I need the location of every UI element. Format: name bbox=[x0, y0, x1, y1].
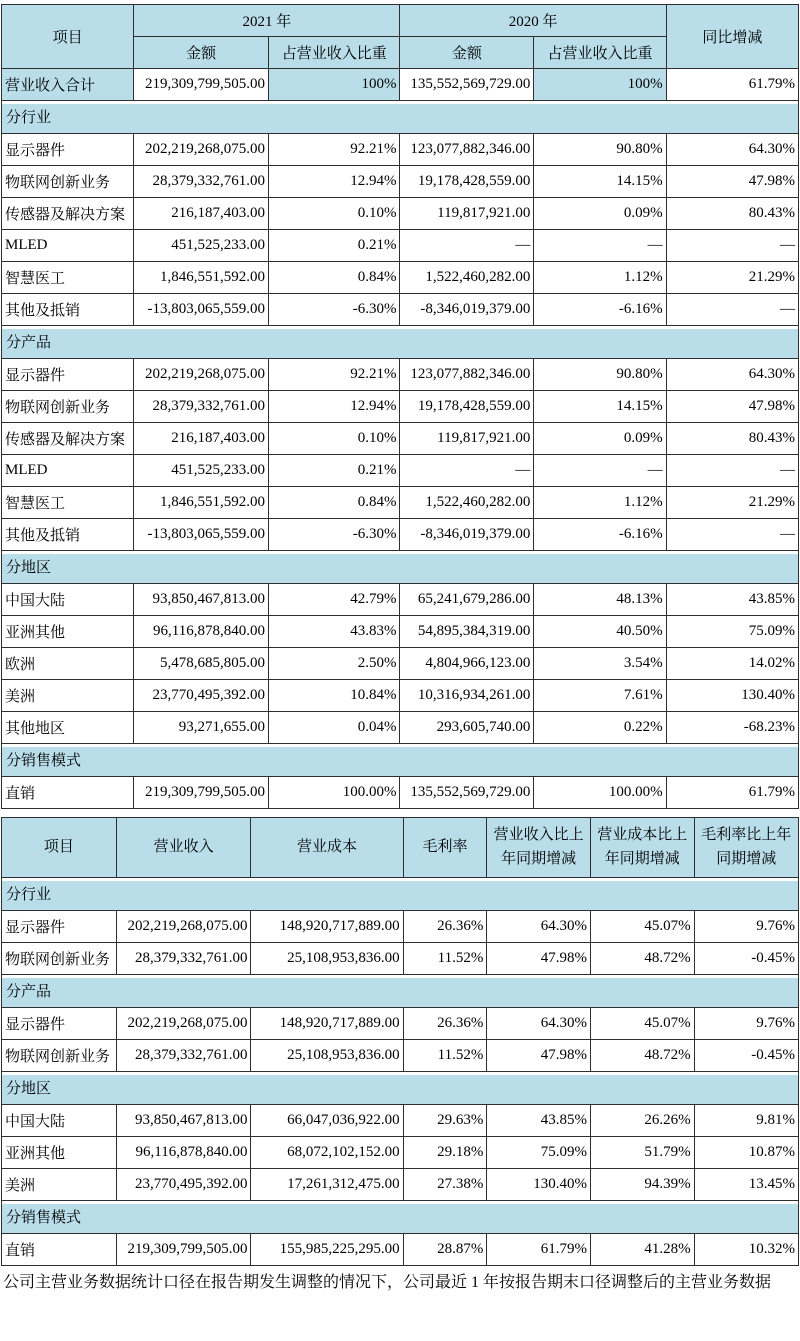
row-label-cell: 中国大陆 bbox=[2, 584, 134, 616]
value-cell: 93,271,655.00 bbox=[134, 712, 269, 744]
value-cell: 66,047,036,922.00 bbox=[251, 1105, 403, 1137]
row-label-cell: 欧洲 bbox=[2, 648, 134, 680]
row-label-cell: 物联网创新业务 bbox=[2, 166, 134, 198]
value-cell: 94.39% bbox=[590, 1169, 694, 1201]
value-cell: — bbox=[400, 455, 534, 487]
value-cell: 64.30% bbox=[487, 1008, 591, 1040]
section-row bbox=[2, 1201, 799, 1234]
value-cell: — bbox=[666, 294, 798, 326]
value-cell: 25,108,953,836.00 bbox=[251, 1040, 403, 1072]
value-cell: 100.00% bbox=[534, 777, 666, 809]
table-row bbox=[2, 1234, 799, 1266]
value-cell: -68.23% bbox=[666, 712, 798, 744]
table-row bbox=[2, 359, 799, 391]
table-row bbox=[2, 230, 799, 262]
value-cell: 100% bbox=[268, 69, 400, 101]
value-cell: 135,552,569,729.00 bbox=[400, 777, 534, 809]
value-cell: 451,525,233.00 bbox=[134, 455, 269, 487]
value-cell: 0.21% bbox=[268, 455, 400, 487]
section-cell bbox=[2, 1201, 799, 1234]
row-label-cell: 传感器及解决方案 bbox=[2, 198, 134, 230]
value-cell: 68,072,102,152.00 bbox=[251, 1137, 403, 1169]
value-cell: 202,219,268,075.00 bbox=[116, 911, 251, 943]
value-cell: 148,920,717,889.00 bbox=[251, 911, 403, 943]
value-cell: 28,379,332,761.00 bbox=[116, 943, 251, 975]
row-label-cell: 显示器件 bbox=[2, 911, 117, 943]
col-header-margin-yoy: 毛利率比上年同期增减 bbox=[694, 818, 798, 878]
value-cell: 40.50% bbox=[534, 616, 666, 648]
section-row bbox=[2, 101, 799, 134]
section-header-label: 分行业 bbox=[2, 881, 798, 910]
value-cell: 28,379,332,761.00 bbox=[134, 391, 269, 423]
value-cell: 14.15% bbox=[534, 166, 666, 198]
value-cell: 119,817,921.00 bbox=[400, 198, 534, 230]
value-cell: 43.85% bbox=[487, 1105, 591, 1137]
value-cell: 2.50% bbox=[268, 648, 400, 680]
table-row bbox=[2, 777, 799, 809]
value-cell: — bbox=[400, 230, 534, 262]
row-label-cell: 直销 bbox=[2, 777, 134, 809]
col-header-amount-2020: 金额 bbox=[400, 37, 534, 69]
value-cell: 11.52% bbox=[403, 943, 487, 975]
value-cell: 43.85% bbox=[666, 584, 798, 616]
footnote-text: 公司主营业务数据统计口径在报告期发生调整的情况下，公司最近 1 年按报告期末口径调整后的主营业务数据 bbox=[3, 1274, 772, 1291]
section-row bbox=[2, 326, 799, 359]
col-header-revenue: 营业收入 bbox=[116, 818, 251, 878]
value-cell: 21.29% bbox=[666, 262, 798, 294]
value-cell: 119,817,921.00 bbox=[400, 423, 534, 455]
value-cell: 75.09% bbox=[487, 1137, 591, 1169]
value-cell: 14.02% bbox=[666, 648, 798, 680]
value-cell: 64.30% bbox=[666, 134, 798, 166]
value-cell: 48.72% bbox=[590, 1040, 694, 1072]
value-cell: 123,077,882,346.00 bbox=[400, 134, 534, 166]
value-cell: 202,219,268,075.00 bbox=[134, 359, 269, 391]
cost-margin-table bbox=[1, 817, 799, 1266]
value-cell: 216,187,403.00 bbox=[134, 423, 269, 455]
value-cell: 12.94% bbox=[268, 391, 400, 423]
value-cell: 0.84% bbox=[268, 262, 400, 294]
value-cell: 10.87% bbox=[694, 1137, 798, 1169]
value-cell: 42.79% bbox=[268, 584, 400, 616]
col-header-gross-margin: 毛利率 bbox=[403, 818, 487, 878]
table-row bbox=[2, 616, 799, 648]
value-cell: 29.18% bbox=[403, 1137, 487, 1169]
table-row bbox=[2, 69, 799, 101]
value-cell: 135,552,569,729.00 bbox=[400, 69, 534, 101]
value-cell: 1,846,551,592.00 bbox=[134, 262, 269, 294]
value-cell: 148,920,717,889.00 bbox=[251, 1008, 403, 1040]
value-cell: 219,309,799,505.00 bbox=[116, 1234, 251, 1266]
row-label-cell: 其他及抵销 bbox=[2, 519, 134, 551]
section-row bbox=[2, 551, 799, 584]
value-cell: 29.63% bbox=[403, 1105, 487, 1137]
value-cell: 13.45% bbox=[694, 1169, 798, 1201]
table-row bbox=[2, 391, 799, 423]
value-cell: 451,525,233.00 bbox=[134, 230, 269, 262]
row-label-cell: 智慧医工 bbox=[2, 262, 134, 294]
value-cell: 47.98% bbox=[666, 166, 798, 198]
value-cell: 21.29% bbox=[666, 487, 798, 519]
value-cell: 93,850,467,813.00 bbox=[134, 584, 269, 616]
row-label-cell: 中国大陆 bbox=[2, 1105, 117, 1137]
value-cell: 51.79% bbox=[590, 1137, 694, 1169]
table-row bbox=[2, 648, 799, 680]
table-row bbox=[2, 262, 799, 294]
value-cell: 43.83% bbox=[268, 616, 400, 648]
value-cell: 19,178,428,559.00 bbox=[400, 166, 534, 198]
value-cell: 9.81% bbox=[694, 1105, 798, 1137]
value-cell: 10.32% bbox=[694, 1234, 798, 1266]
table-row bbox=[2, 1008, 799, 1040]
row-label-cell: 物联网创新业务 bbox=[2, 1040, 117, 1072]
section-header-label: 分地区 bbox=[2, 1075, 798, 1104]
value-cell: 61.79% bbox=[487, 1234, 591, 1266]
value-cell: — bbox=[666, 230, 798, 262]
section-header-label: 分行业 bbox=[2, 104, 798, 133]
value-cell: 11.52% bbox=[403, 1040, 487, 1072]
value-cell: 130.40% bbox=[666, 680, 798, 712]
value-cell: 54,895,384,319.00 bbox=[400, 616, 534, 648]
value-cell: 219,309,799,505.00 bbox=[134, 777, 269, 809]
table-row bbox=[2, 943, 799, 975]
value-cell: -6.30% bbox=[268, 294, 400, 326]
value-cell: 75.09% bbox=[666, 616, 798, 648]
col-header-share-2020: 占营业收入比重 bbox=[534, 37, 666, 69]
value-cell: 100% bbox=[534, 69, 666, 101]
row-label-cell: 直销 bbox=[2, 1234, 117, 1266]
row-label-cell: 物联网创新业务 bbox=[2, 943, 117, 975]
value-cell: 219,309,799,505.00 bbox=[134, 69, 269, 101]
table-row bbox=[2, 1169, 799, 1201]
value-cell: 202,219,268,075.00 bbox=[116, 1008, 251, 1040]
value-cell: 0.10% bbox=[268, 423, 400, 455]
value-cell: 3.54% bbox=[534, 648, 666, 680]
value-cell: 1.12% bbox=[534, 487, 666, 519]
value-cell: 90.80% bbox=[534, 134, 666, 166]
table-row bbox=[2, 584, 799, 616]
row-label-cell: 显示器件 bbox=[2, 359, 134, 391]
value-cell: 0.09% bbox=[534, 198, 666, 230]
value-cell: 28.87% bbox=[403, 1234, 487, 1266]
value-cell: 25,108,953,836.00 bbox=[251, 943, 403, 975]
value-cell: 92.21% bbox=[268, 134, 400, 166]
table-row bbox=[2, 294, 799, 326]
value-cell: 19,178,428,559.00 bbox=[400, 391, 534, 423]
value-cell: 4,804,966,123.00 bbox=[400, 648, 534, 680]
table-row bbox=[2, 911, 799, 943]
value-cell: 61.79% bbox=[666, 777, 798, 809]
value-cell: 48.72% bbox=[590, 943, 694, 975]
section-header-label: 分地区 bbox=[2, 554, 798, 583]
value-cell: 5,478,685,805.00 bbox=[134, 648, 269, 680]
value-cell: 1.12% bbox=[534, 262, 666, 294]
row-label-cell: 营业收入合计 bbox=[2, 69, 134, 101]
table-row bbox=[2, 712, 799, 744]
table-row bbox=[2, 680, 799, 712]
value-cell: 14.15% bbox=[534, 391, 666, 423]
col-header-item: 项目 bbox=[2, 5, 134, 69]
col-header-cost: 营业成本 bbox=[251, 818, 403, 878]
section-cell bbox=[2, 744, 799, 777]
section-cell bbox=[2, 551, 799, 584]
value-cell: 47.98% bbox=[666, 391, 798, 423]
value-cell: 0.22% bbox=[534, 712, 666, 744]
table-row bbox=[2, 134, 799, 166]
table-row bbox=[2, 1137, 799, 1169]
table-row bbox=[2, 519, 799, 551]
value-cell: 26.36% bbox=[403, 1008, 487, 1040]
value-cell: 216,187,403.00 bbox=[134, 198, 269, 230]
value-cell: 64.30% bbox=[666, 359, 798, 391]
section-cell bbox=[2, 975, 799, 1008]
value-cell: 45.07% bbox=[590, 1008, 694, 1040]
row-label-cell: 其他地区 bbox=[2, 712, 134, 744]
value-cell: 17,261,312,475.00 bbox=[251, 1169, 403, 1201]
value-cell: 23,770,495,392.00 bbox=[134, 680, 269, 712]
col-header-item: 项目 bbox=[2, 818, 117, 878]
section-row bbox=[2, 744, 799, 777]
value-cell: 1,846,551,592.00 bbox=[134, 487, 269, 519]
value-cell: 0.10% bbox=[268, 198, 400, 230]
value-cell: 48.13% bbox=[534, 584, 666, 616]
value-cell: 26.26% bbox=[590, 1105, 694, 1137]
value-cell: 123,077,882,346.00 bbox=[400, 359, 534, 391]
section-header-label: 分产品 bbox=[2, 329, 798, 358]
section-row bbox=[2, 975, 799, 1008]
table-row bbox=[2, 487, 799, 519]
value-cell: — bbox=[534, 455, 666, 487]
value-cell: 92.21% bbox=[268, 359, 400, 391]
row-label-cell: 亚洲其他 bbox=[2, 1137, 117, 1169]
table-row bbox=[2, 198, 799, 230]
row-label-cell: 亚洲其他 bbox=[2, 616, 134, 648]
value-cell: -0.45% bbox=[694, 943, 798, 975]
revenue-breakdown-body bbox=[2, 69, 799, 809]
value-cell: 41.28% bbox=[590, 1234, 694, 1266]
value-cell: 0.21% bbox=[268, 230, 400, 262]
value-cell: -6.16% bbox=[534, 294, 666, 326]
col-header-2020: 2020 年 bbox=[400, 5, 666, 37]
value-cell: 10,316,934,261.00 bbox=[400, 680, 534, 712]
table-row bbox=[2, 1105, 799, 1137]
value-cell: 0.84% bbox=[268, 487, 400, 519]
value-cell: 9.76% bbox=[694, 911, 798, 943]
row-label-cell: MLED bbox=[2, 230, 134, 262]
value-cell: — bbox=[666, 455, 798, 487]
table-row bbox=[2, 166, 799, 198]
value-cell: 45.07% bbox=[590, 911, 694, 943]
value-cell: 61.79% bbox=[666, 69, 798, 101]
row-label-cell: 物联网创新业务 bbox=[2, 391, 134, 423]
value-cell: 12.94% bbox=[268, 166, 400, 198]
value-cell: 96,116,878,840.00 bbox=[116, 1137, 251, 1169]
section-cell bbox=[2, 878, 799, 911]
value-cell: — bbox=[666, 519, 798, 551]
section-cell bbox=[2, 1072, 799, 1105]
row-label-cell: 显示器件 bbox=[2, 1008, 117, 1040]
value-cell: 10.84% bbox=[268, 680, 400, 712]
value-cell: 0.09% bbox=[534, 423, 666, 455]
row-label-cell: 传感器及解决方案 bbox=[2, 423, 134, 455]
section-header-label: 分销售模式 bbox=[2, 747, 798, 776]
value-cell: -13,803,065,559.00 bbox=[134, 519, 269, 551]
value-cell: 26.36% bbox=[403, 911, 487, 943]
value-cell: 93,850,467,813.00 bbox=[116, 1105, 251, 1137]
value-cell: 155,985,225,295.00 bbox=[251, 1234, 403, 1266]
table-row bbox=[2, 1040, 799, 1072]
table-gap bbox=[1, 809, 799, 817]
row-label-cell: 美洲 bbox=[2, 1169, 117, 1201]
section-cell bbox=[2, 326, 799, 359]
value-cell: 96,116,878,840.00 bbox=[134, 616, 269, 648]
section-header-label: 分产品 bbox=[2, 978, 798, 1007]
table-row bbox=[2, 455, 799, 487]
value-cell: 1,522,460,282.00 bbox=[400, 487, 534, 519]
value-cell: 80.43% bbox=[666, 198, 798, 230]
value-cell: 100.00% bbox=[268, 777, 400, 809]
value-cell: 9.76% bbox=[694, 1008, 798, 1040]
value-cell: -6.16% bbox=[534, 519, 666, 551]
cost-margin-body bbox=[2, 878, 799, 1266]
value-cell: 1,522,460,282.00 bbox=[400, 262, 534, 294]
section-row bbox=[2, 878, 799, 911]
value-cell: 28,379,332,761.00 bbox=[134, 166, 269, 198]
value-cell: 47.98% bbox=[487, 1040, 591, 1072]
value-cell: 130.40% bbox=[487, 1169, 591, 1201]
value-cell: 80.43% bbox=[666, 423, 798, 455]
value-cell: 47.98% bbox=[487, 943, 591, 975]
value-cell: -8,346,019,379.00 bbox=[400, 294, 534, 326]
row-label-cell: 智慧医工 bbox=[2, 487, 134, 519]
value-cell: 27.38% bbox=[403, 1169, 487, 1201]
row-label-cell: 其他及抵销 bbox=[2, 294, 134, 326]
value-cell: 65,241,679,286.00 bbox=[400, 584, 534, 616]
value-cell: 90.80% bbox=[534, 359, 666, 391]
col-header-2021: 2021 年 bbox=[134, 5, 400, 37]
row-label-cell: MLED bbox=[2, 455, 134, 487]
section-header-label: 分销售模式 bbox=[2, 1204, 798, 1233]
table-row bbox=[2, 423, 799, 455]
value-cell: 64.30% bbox=[487, 911, 591, 943]
value-cell: -8,346,019,379.00 bbox=[400, 519, 534, 551]
value-cell: 202,219,268,075.00 bbox=[134, 134, 269, 166]
col-header-yoy: 同比增减 bbox=[666, 5, 798, 69]
revenue-breakdown-table bbox=[1, 4, 799, 809]
col-header-cost-yoy: 营业成本比上年同期增减 bbox=[590, 818, 694, 878]
value-cell: -0.45% bbox=[694, 1040, 798, 1072]
value-cell: 0.04% bbox=[268, 712, 400, 744]
value-cell: -13,803,065,559.00 bbox=[134, 294, 269, 326]
value-cell: -6.30% bbox=[268, 519, 400, 551]
value-cell: 293,605,740.00 bbox=[400, 712, 534, 744]
col-header-revenue-yoy: 营业收入比上年同期增减 bbox=[487, 818, 591, 878]
value-cell: 7.61% bbox=[534, 680, 666, 712]
section-cell bbox=[2, 101, 799, 134]
row-label-cell: 美洲 bbox=[2, 680, 134, 712]
value-cell: 23,770,495,392.00 bbox=[116, 1169, 251, 1201]
value-cell: 28,379,332,761.00 bbox=[116, 1040, 251, 1072]
col-header-amount-2021: 金额 bbox=[134, 37, 269, 69]
section-row bbox=[2, 1072, 799, 1105]
row-label-cell: 显示器件 bbox=[2, 134, 134, 166]
value-cell: — bbox=[534, 230, 666, 262]
col-header-share-2021: 占营业收入比重 bbox=[268, 37, 400, 69]
